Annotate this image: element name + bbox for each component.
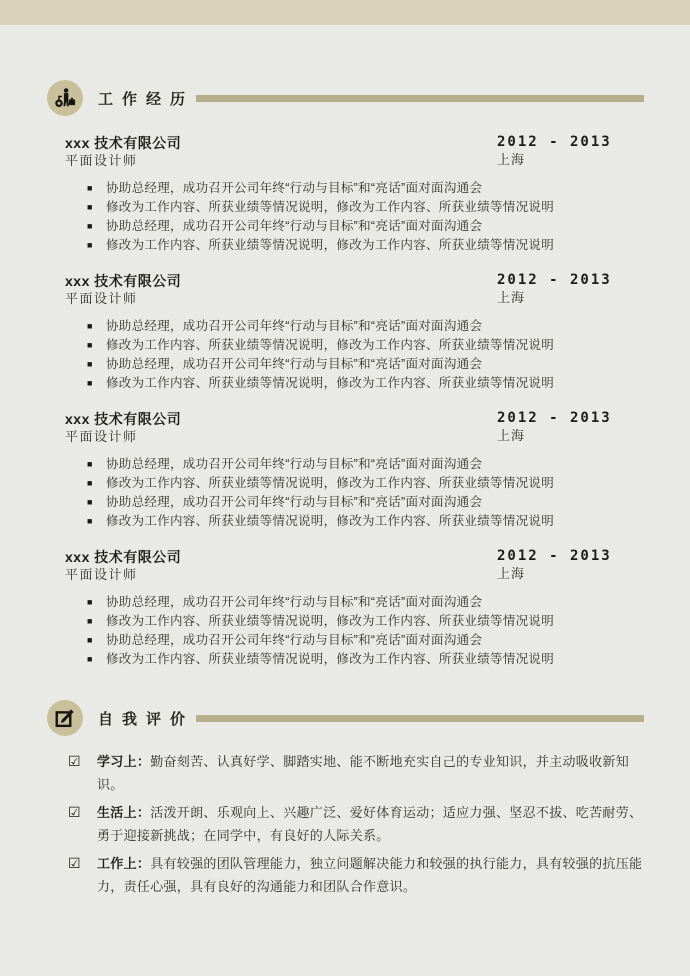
- bullet-text: 修改为工作内容、所获业绩等情况说明，修改为工作内容、所获业绩等情况说明: [106, 652, 555, 666]
- work-section-title: 工作经历: [98, 90, 195, 108]
- bullet-square-icon: ■: [87, 183, 93, 193]
- bullet-text: 修改为工作内容、所获业绩等情况说明，修改为工作内容、所获业绩等情况说明: [106, 238, 555, 252]
- evaluation-item: [47, 750, 644, 796]
- job-title: 平面设计师: [65, 291, 138, 306]
- company-name: xxx 技术有限公司: [65, 135, 182, 151]
- bullet-square-icon: ■: [87, 497, 93, 507]
- entry-bullet: [65, 650, 644, 669]
- bullet-square-icon: ■: [87, 516, 93, 526]
- evaluation-list: [47, 750, 644, 898]
- bullet-square-icon: ■: [87, 378, 93, 388]
- bullet-text: 协助总经理，成功召开公司年终“行动与目标”和“亮话”面对面沟通会: [106, 219, 483, 233]
- entry-bullet: [65, 512, 644, 531]
- work-section-icon-circle: [47, 80, 83, 116]
- employment-location: 上海: [497, 290, 526, 305]
- evaluation-item-label: 生活上：: [97, 805, 151, 820]
- bullet-text: 协助总经理，成功召开公司年终“行动与目标”和“亮话”面对面沟通会: [106, 319, 483, 333]
- work-section-rule: [196, 95, 644, 102]
- bullet-text: 协助总经理，成功召开公司年终“行动与目标”和“亮话”面对面沟通会: [106, 357, 483, 371]
- evaluation-section-header: [47, 700, 644, 736]
- work-entry-header: [65, 410, 644, 445]
- bullet-text: 协助总经理，成功召开公司年终“行动与目标”和“亮话”面对面沟通会: [106, 595, 483, 609]
- company-name: xxx 技术有限公司: [65, 549, 182, 565]
- entry-bullet-list: [65, 593, 644, 669]
- bullet-square-icon: ■: [87, 202, 93, 212]
- employment-location: 上海: [497, 428, 526, 443]
- entry-bullet: [65, 336, 644, 355]
- entry-bullet-list: [65, 455, 644, 531]
- bullet-text: 修改为工作内容、所获业绩等情况说明，修改为工作内容、所获业绩等情况说明: [106, 338, 555, 352]
- entry-bullet: [65, 631, 644, 650]
- entry-bullet: [65, 374, 644, 393]
- evaluation-item: [47, 801, 644, 847]
- bullet-text: 协助总经理，成功召开公司年终“行动与目标”和“亮话”面对面沟通会: [106, 181, 483, 195]
- entry-date-block: [497, 134, 612, 168]
- bullet-text: 修改为工作内容、所获业绩等情况说明，修改为工作内容、所获业绩等情况说明: [106, 376, 555, 390]
- entry-date-block: [497, 410, 612, 444]
- evaluation-item: [47, 852, 644, 898]
- work-entry-header: [65, 272, 644, 307]
- work-entry: [65, 134, 644, 255]
- work-entries: [47, 134, 644, 669]
- bullet-text: 协助总经理，成功召开公司年终“行动与目标”和“亮话”面对面沟通会: [106, 495, 483, 509]
- bullet-text: 协助总经理，成功召开公司年终“行动与目标”和“亮话”面对面沟通会: [106, 457, 483, 471]
- entry-bullet-list: [65, 317, 644, 393]
- checkbox-icon: ☑: [68, 855, 81, 871]
- bullet-square-icon: ■: [87, 478, 93, 488]
- entry-date-block: [497, 272, 612, 306]
- company-name: xxx 技术有限公司: [65, 411, 182, 427]
- entry-bullet: [65, 493, 644, 512]
- entry-bullet: [65, 355, 644, 374]
- evaluation-item-label: 工作上：: [97, 856, 151, 871]
- bullet-square-icon: ■: [87, 597, 93, 607]
- work-entry-header: [65, 134, 644, 169]
- bullet-square-icon: ■: [87, 616, 93, 626]
- entry-bullet: [65, 198, 644, 217]
- company-name: xxx 技术有限公司: [65, 273, 182, 289]
- top-accent-band: [0, 0, 690, 25]
- bullet-square-icon: ■: [87, 240, 93, 250]
- checkbox-icon: ☑: [68, 753, 81, 769]
- employment-location: 上海: [497, 152, 526, 167]
- businessman-luggage-icon: [53, 86, 77, 110]
- bullet-square-icon: ■: [87, 321, 93, 331]
- entry-date-block: [497, 548, 612, 582]
- bullet-text: 修改为工作内容、所获业绩等情况说明，修改为工作内容、所获业绩等情况说明: [106, 614, 555, 628]
- bullet-text: 修改为工作内容、所获业绩等情况说明，修改为工作内容、所获业绩等情况说明: [106, 200, 555, 214]
- evaluation-item-text: 勤奋刻苦、认真好学、脚踏实地、能不断地充实自己的专业知识，并主动吸收新知识。: [97, 754, 630, 792]
- entry-bullet: [65, 593, 644, 612]
- entry-bullet-list: [65, 179, 644, 255]
- work-entry-header: [65, 548, 644, 583]
- employment-period: 2012 - 2013: [497, 272, 612, 288]
- entry-bullet: [65, 455, 644, 474]
- work-section-header: [47, 80, 644, 116]
- employment-location: 上海: [497, 566, 526, 581]
- bullet-square-icon: ■: [87, 221, 93, 231]
- bullet-square-icon: ■: [87, 340, 93, 350]
- edit-pencil-icon: [53, 706, 77, 730]
- bullet-square-icon: ■: [87, 459, 93, 469]
- evaluation-item-label: 学习上：: [97, 754, 151, 769]
- evaluation-section-title: 自我评价: [98, 710, 195, 728]
- evaluation-item-text: 活泼开朗、乐观向上、兴趣广泛、爱好体育运动；适应力强、坚忍不拔、吃苦耐劳、勇于迎接新挑战；在同学中，有良好的人际关系。: [97, 805, 643, 843]
- evaluation-item-text: 具有较强的团队管理能力，独立问题解决能力和较强的执行能力，具有较强的抗压能力，责任心强，具有良好的沟通能力和团队合作意识。: [97, 856, 643, 894]
- bullet-text: 修改为工作内容、所获业绩等情况说明，修改为工作内容、所获业绩等情况说明: [106, 476, 555, 490]
- employment-period: 2012 - 2013: [497, 410, 612, 426]
- work-entry: [65, 272, 644, 393]
- job-title: 平面设计师: [65, 429, 138, 444]
- work-entry: [65, 548, 644, 669]
- bullet-square-icon: ■: [87, 635, 93, 645]
- entry-bullet: [65, 236, 644, 255]
- entry-bullet: [65, 317, 644, 336]
- entry-bullet: [65, 217, 644, 236]
- evaluation-section-rule: [196, 715, 644, 722]
- page-content: [0, 80, 690, 898]
- bullet-square-icon: ■: [87, 359, 93, 369]
- checkbox-icon: ☑: [68, 804, 81, 820]
- job-title: 平面设计师: [65, 153, 138, 168]
- employment-period: 2012 - 2013: [497, 134, 612, 150]
- bullet-text: 协助总经理，成功召开公司年终“行动与目标”和“亮话”面对面沟通会: [106, 633, 483, 647]
- work-entry: [65, 410, 644, 531]
- bullet-text: 修改为工作内容、所获业绩等情况说明，修改为工作内容、所获业绩等情况说明: [106, 514, 555, 528]
- employment-period: 2012 - 2013: [497, 548, 612, 564]
- entry-bullet: [65, 474, 644, 493]
- job-title: 平面设计师: [65, 567, 138, 582]
- entry-bullet: [65, 612, 644, 631]
- bullet-square-icon: ■: [87, 654, 93, 664]
- evaluation-section-icon-circle: [47, 700, 83, 736]
- entry-bullet: [65, 179, 644, 198]
